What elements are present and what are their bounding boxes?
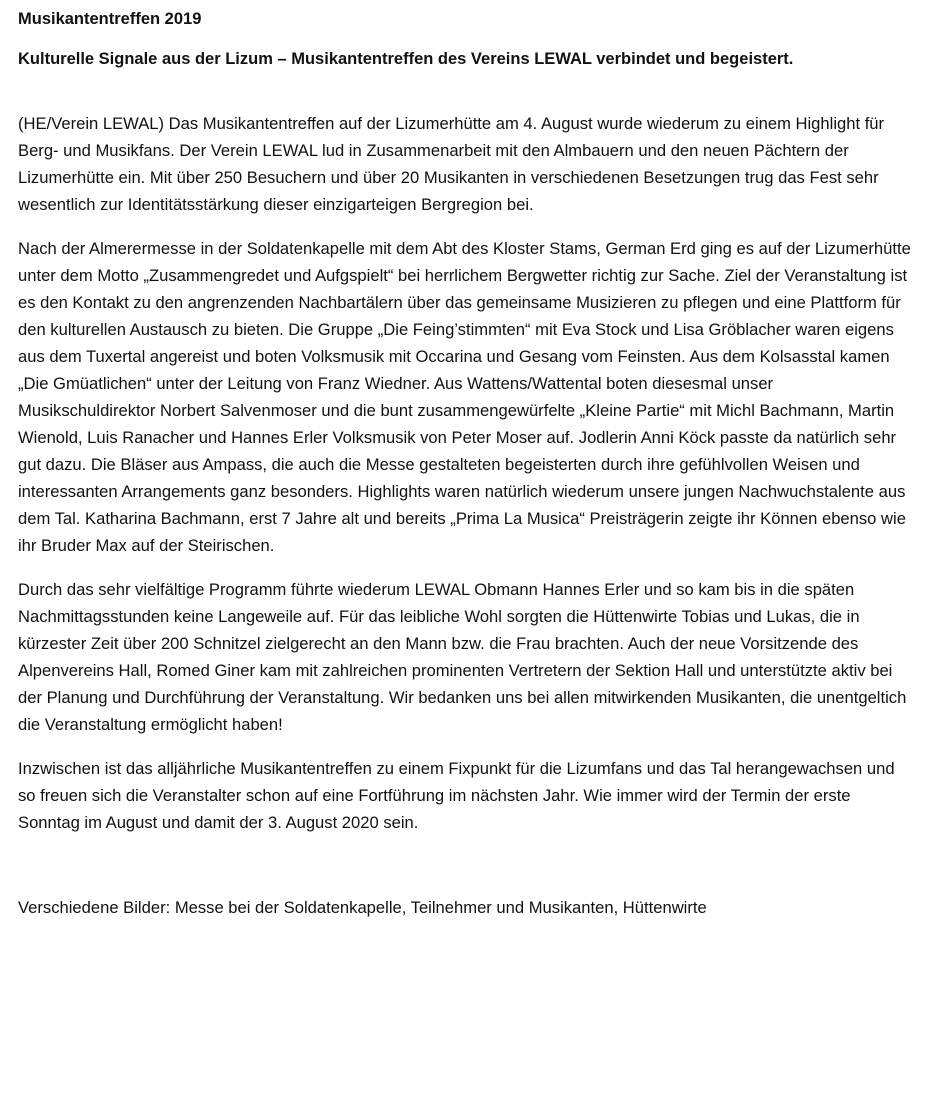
document-subtitle: Kulturelle Signale aus der Lizum – Musikantentreffen des Vereins LEWAL verbindet und begeistert. xyxy=(18,50,794,68)
paragraph-intro: (HE/Verein LEWAL) Das Musikantentreffen auf der Lizumerhütte am 4. August wurde wiederum zu einem Highlight für Berg- und Musikfans. Der Verein LEWAL lud in Zusammenarbeit mit den Almbauern und den neuen Pächtern der Lizumerhütte ein. Mit über 250 Besuchern und über 20 Musikanten in verschiedenen Besetzungen trug das Fest sehr wesentlich zur Identitätsstärkung dieser einzigarteigen Bergregion bei. xyxy=(18,114,885,214)
paragraph-program: Nach der Almerermesse in der Soldatenkapelle mit dem Abt des Kloster Stams, German Erd ging es auf der Lizumerhütte unter dem Motto „Zusammengredet und Aufgspielt“ bei herrlichem Bergwetter richtig zur Sache. Ziel der Veranstaltung ist es den Kontakt zu den angrenzenden Nachbartälern über das gemeinsame Musizieren zu pflegen und eine Plattform für den kulturellen Austausch zu bieten. Die Gruppe „Die Feing’stimmten“ mit Eva Stock und Lisa Gröblacher waren eigens aus dem Tuxertal angereist und boten Volksmusik mit Occarina und Gesang vom Feinsten. Aus dem Kolsasstal kamen „Die Gmüatlichen“ unter der Leitung von Franz Wiedner. Aus Wattens/Wattental boten diesesmal unser Musikschuldirektor Norbert Salvenmoser und die bunt zusammengewürfelte „Kleine Partie“ mit Michl Bachmann, Martin Wienold, Luis Ranacher und Hannes Erler Volksmusik von Peter Moser auf. Jodlerin Anni Köck passte da natürlich sehr gut dazu. Die Bläser aus Ampass, die auch die Messe gestalteten begeisterten durch ihre gefühlvollen Weisen und interessanten Arrangements ganz besonders. Highlights waren natürlich wiederum unsere jungen Nachwuchstalente aus dem Tal. Katharina Bachmann, erst 7 Jahre alt und bereits „Prima La Musica“ Preisträgerin zeigte ihr Können ebenso wie ihr Bruder Max auf der Steirischen. xyxy=(18,239,911,555)
document-title: Musikantentreffen 2019 xyxy=(18,10,202,28)
image-caption: Verschiedene Bilder: Messe bei der Soldatenkapelle, Teilnehmer und Musikanten, Hüttenwirte xyxy=(18,898,707,917)
document-page xyxy=(18,8,914,921)
paragraph-hosts: Durch das sehr vielfältige Programm führte wiederum LEWAL Obmann Hannes Erler und so kam bis in die späten Nachmittagsstunden keine Langeweile auf. Für das leibliche Wohl sorgten die Hüttenwirte Tobias und Lukas, die in kürzester Zeit über 200 Schnitzel zielgerecht an den Mann bzw. die Frau brachten. Auch der neue Vorsitzende des Alpenvereins Hall, Romed Giner kam mit zahlreichen prominenten Vertretern der Sektion Hall und unterstützte aktiv bei der Planung und Durchführung der Veranstaltung. Wir bedanken uns bei allen mitwirkenden Musikanten, die unentgeltich die Veranstaltung ermöglicht haben! xyxy=(18,580,907,734)
paragraph-outlook: Inzwischen ist das alljährliche Musikantentreffen zu einem Fixpunkt für die Lizumfans und das Tal herangewachsen und so freuen sich die Veranstalter schon auf eine Fortführung im nächsten Jahr. Wie immer wird der Termin der erste Sonntag im August und damit der 3. August 2020 sein. xyxy=(18,759,895,832)
